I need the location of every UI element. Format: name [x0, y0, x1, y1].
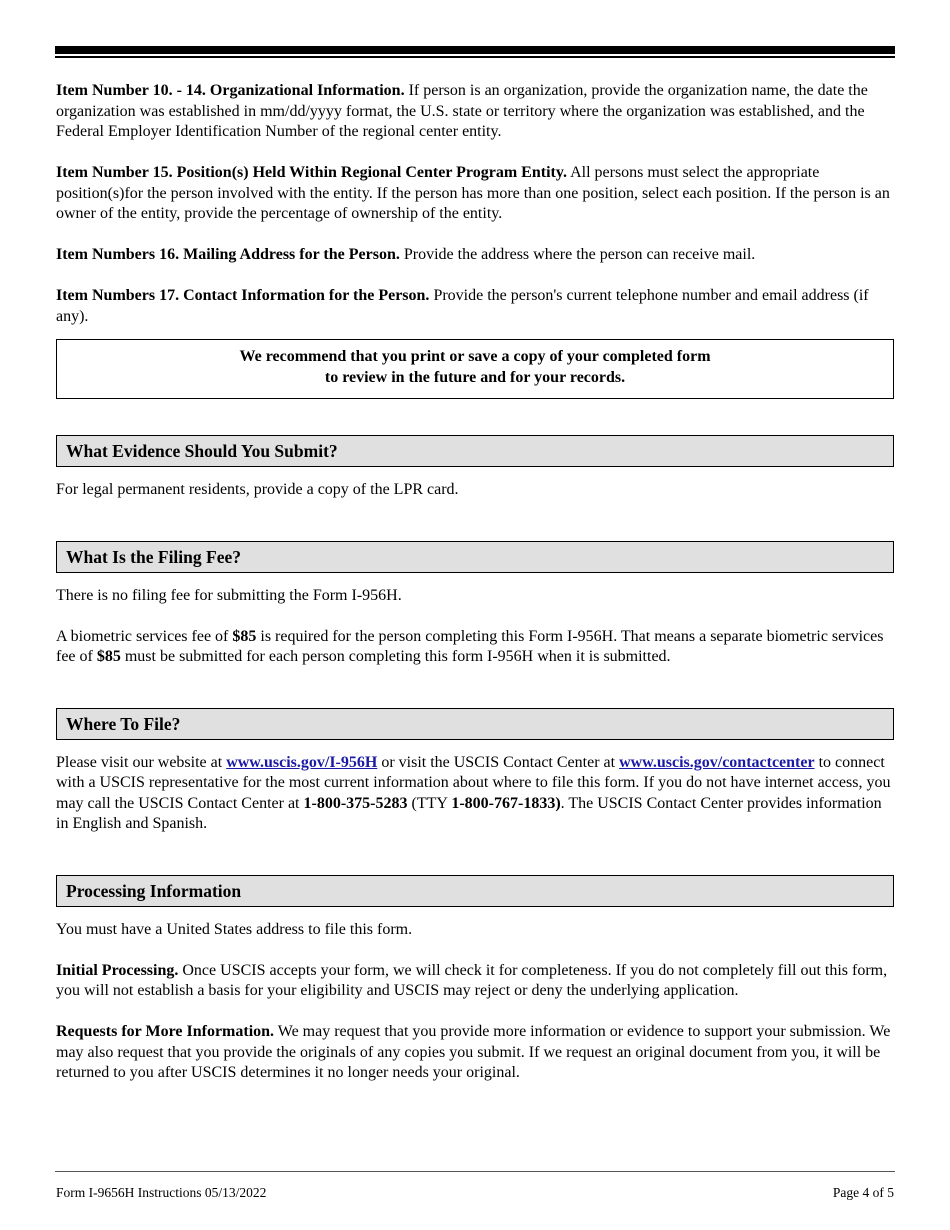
fee-text-1: There is no filing fee for submitting the Form I-956H.	[56, 586, 402, 604]
footer-rule	[55, 1171, 895, 1172]
fee-text-2a: A biometric services fee of	[56, 627, 233, 645]
notice-line-2: to review in the future and for your records.	[324, 368, 626, 386]
item-mailing-paragraph	[56, 245, 894, 266]
item-org-text: If person is an organization, provide the organization name, the date the organization was established in mm/dd/yyyy format, the U.S. state or territory where the organization was established, and the Federal Employer Identification Number of the regional center entity.	[56, 82, 868, 140]
item-contact-text: Provide the person's current telephone number and email address (if any).	[56, 287, 869, 325]
requests-text: We may request that you provide more information or evidence to support your submission. We may also request that you provide the originals of any copies you submit. If we request an original document from you, it will be returned to you after USCIS determines it no longer needs your original.	[56, 1023, 891, 1081]
notice-line-1: We recommend that you print or save a copy of your completed form	[239, 348, 711, 365]
evidence-text: For legal permanent residents, provide a copy of the LPR card.	[56, 481, 459, 498]
item-org-paragraph	[56, 81, 894, 143]
footer-form-info: Form I-9656H Instructions 05/13/2022	[56, 1185, 267, 1200]
item-position-heading: Item Number 15. Position(s) Held Within Regional Center Program Entity.	[56, 164, 567, 181]
fee-text-2c: must be submitted for each person completing this form I-956H when it is submitted.	[120, 648, 671, 665]
top-rule-thin	[55, 56, 895, 58]
item-contact-heading: Item Numbers 17. Contact Information for the Person.	[56, 287, 430, 304]
section-where-title: Where To File?	[56, 708, 894, 740]
fee-amount-2: $85	[96, 648, 121, 665]
section-evidence-title: What Evidence Should You Submit?	[56, 435, 894, 467]
where-text-3: to connect with a USCIS representative for the most current information about where to file this form. If you do not have internet access, you may call the USCIS Contact Center at	[56, 753, 891, 812]
fee-amount-1: $85	[232, 627, 257, 645]
initial-processing-paragraph	[56, 961, 894, 1002]
item-contact-paragraph	[56, 286, 894, 327]
item-mailing-heading: Item Numbers 16. Mailing Address for the Person.	[56, 246, 400, 263]
recommendation-notice	[56, 339, 894, 399]
where-text-5: . The USCIS Contact Center provides information in English and Spanish.	[56, 794, 882, 832]
where-text-2: or visit the USCIS Contact Center at	[377, 753, 620, 771]
tty-phone: 1-800-767-1833)	[451, 794, 561, 812]
requests-heading: Requests for More Information.	[56, 1023, 275, 1040]
fee-text-2b: is required for the person completing this Form I-956H. That means a separate biometric services fee of	[56, 627, 884, 665]
item-org-heading: Item Number 10. - 14. Organizational Information.	[56, 82, 405, 99]
item-position-paragraph	[56, 163, 894, 225]
initial-processing-text: Once USCIS accepts your form, we will check it for completeness. If you do not completely fill out this form, you will not establish a basis for your eligibility and USCIS may reject or deny the underlying application.	[56, 961, 888, 999]
section-processing-title: Processing Information	[56, 875, 894, 907]
initial-processing-heading: Initial Processing.	[56, 961, 179, 979]
requests-paragraph	[56, 1022, 894, 1084]
processing-text-1: You must have a United States address to file this form.	[56, 920, 413, 938]
item-position-text: All persons must select the appropriate position(s)for the person involved with the entity. If the person has more than one position, select each position. If the person is an owner of the entity, provide the percentage of ownership of the entity.	[56, 164, 890, 222]
fee-text-2	[56, 627, 894, 668]
where-text-4: (TTY	[407, 794, 452, 812]
item-mailing-text: Provide the address where the person can receive mail.	[399, 246, 756, 263]
top-rule	[55, 46, 895, 54]
section-fee-title: What Is the Filing Fee?	[56, 541, 894, 573]
uscis-form-link[interactable]: www.uscis.gov/I-956H	[226, 753, 378, 771]
where-text-1: Please visit our website at	[56, 753, 227, 771]
where-text	[56, 753, 894, 835]
contact-phone: 1-800-375-5283	[303, 794, 408, 812]
footer-page-number: Page 4 of 5	[832, 1185, 894, 1200]
page-content	[56, 81, 894, 1084]
contact-center-link[interactable]: www.uscis.gov/contactcenter	[619, 753, 815, 771]
